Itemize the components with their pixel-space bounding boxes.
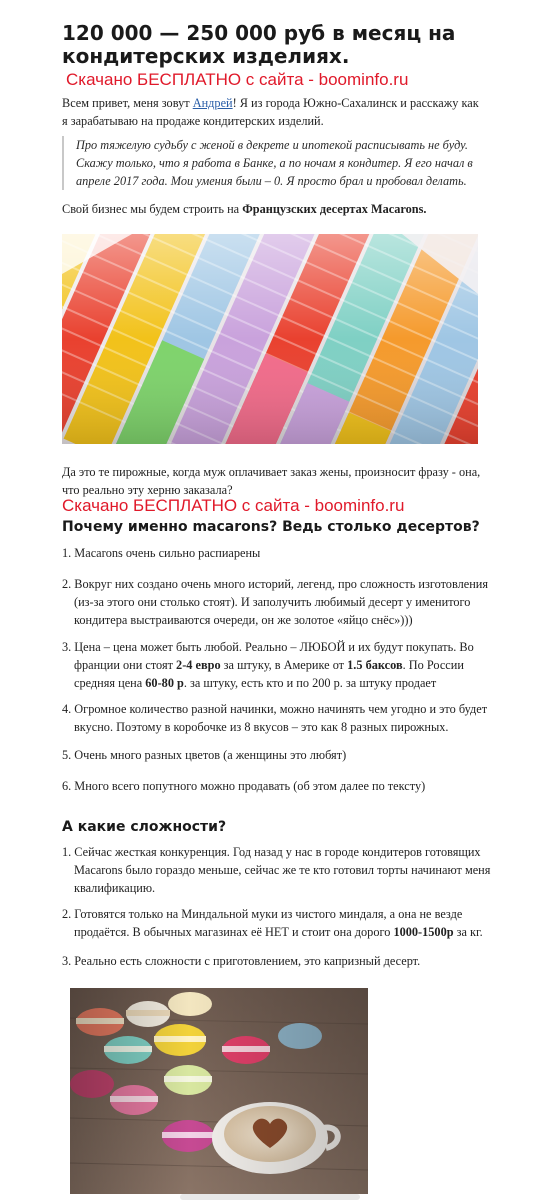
- difficulty-item-2-text: 2. Готовятся только на Миндальной муки из чистого миндаля, а она не везде продаётся. В обычных магазинах её НЕТ и стоит она дорого: [62, 907, 463, 939]
- business-paragraph: [62, 200, 482, 218]
- blockquote: Про тяжелую судьбу с женой в декрете и ипотекой расписывать не буду. Скажу только, что я работа в Банке, а по ночам я кондитер. Я его начал в апреле 2017 года. Мои умения были – 0. Я просто брал и пробовал делать.: [62, 136, 484, 190]
- macarons-coffee-photo: [70, 988, 368, 1194]
- almond-flour-price: 1000-1500р: [393, 925, 454, 939]
- price-america: 1.5 баксов: [347, 658, 403, 672]
- photo-caption-text: Да это те пирожные, когда муж оплачивает заказ жены, произносит фразу - она, что реально эту херню заказала?: [62, 465, 481, 497]
- difficulty-item-1: 1. Сейчас жесткая конкуренция. Год назад у нас в городе кондитеров готовящих Macarons было гораздо меньше, сейчас же те кто готовил торты начинают меня квалификацию.: [62, 845, 491, 895]
- intro-text-before: Всем привет, меня зовут: [62, 96, 193, 110]
- business-bold: Французских десертах Macarons.: [242, 202, 427, 216]
- promo-banner-top[interactable]: Скачано БЕСПЛАТНО с сайта - boominfo.ru: [66, 70, 409, 89]
- difficulty-item-2: [62, 905, 494, 941]
- why-item-3-text: 3. Цена – цена может быть любой. Реально – ЛЮБОЙ и их будут покупать. Во франции они стоят: [62, 640, 474, 672]
- macarons-box-illustration: [62, 234, 478, 444]
- why-item-6: 6. Много всего попутного можно продавать (об этом далее по тексту): [62, 779, 426, 793]
- section-heading-difficulties: А какие сложности?: [62, 819, 227, 835]
- why-item-3-text: . за штуку, есть кто и по 200 р. за штуку продает: [183, 676, 437, 690]
- why-item-5: 5. Очень много разных цветов (а женщины это любят): [62, 748, 347, 762]
- why-item-4: 4. Огромное количество разной начинки, можно начинять чем угодно и это будет вкусно. Поэтому в коробочке из 8 вкусов – это как 8 разных пирожных.: [62, 702, 488, 734]
- macarons-coffee-illustration: [70, 988, 368, 1194]
- why-item-2: 2. Вокруг них создано очень много историй, легенд, про сложность изготовления (из-за этого они столько стоят). И заполучить любимый десерт у именитого кондитера выстраиваются очереди, он же золотое «яйцо снёс»))): [62, 577, 489, 627]
- price-russia: 60-80 р: [145, 676, 184, 690]
- article-title: 120 000 — 250 000 руб в месяц на кондитерских изделиях.: [62, 21, 456, 68]
- macarons-box-photo: [62, 234, 478, 444]
- section-heading-why: Почему именно macarons? Ведь столько десертов?: [62, 519, 480, 535]
- promo-banner-middle[interactable]: Скачано БЕСПЛАТНО с сайта - boominfo.ru: [62, 496, 405, 515]
- why-item-3-text: . По России средняя цена: [74, 658, 464, 690]
- price-europe: 2-4 евро: [176, 658, 221, 672]
- horizontal-scrollbar[interactable]: [180, 1194, 360, 1200]
- difficulty-item-3: 3. Реально есть сложности с приготовлением, это капризный десерт.: [62, 954, 421, 968]
- intro-text-after: ! Я из города Южно-Сахалинск и расскажу как я зарабатываю на продаже кондитерских изделий.: [62, 96, 479, 128]
- business-text: Свой бизнес мы будем строить на: [62, 202, 243, 216]
- why-item-3: [62, 638, 494, 692]
- author-link[interactable]: Андрей: [192, 96, 233, 110]
- why-item-1: 1. Macarons очень сильно распиарены: [62, 546, 261, 560]
- why-item-3-text: за штуку, в Америке от: [220, 658, 348, 672]
- difficulty-item-2-text: за кг.: [453, 925, 483, 939]
- intro-paragraph: [62, 94, 482, 130]
